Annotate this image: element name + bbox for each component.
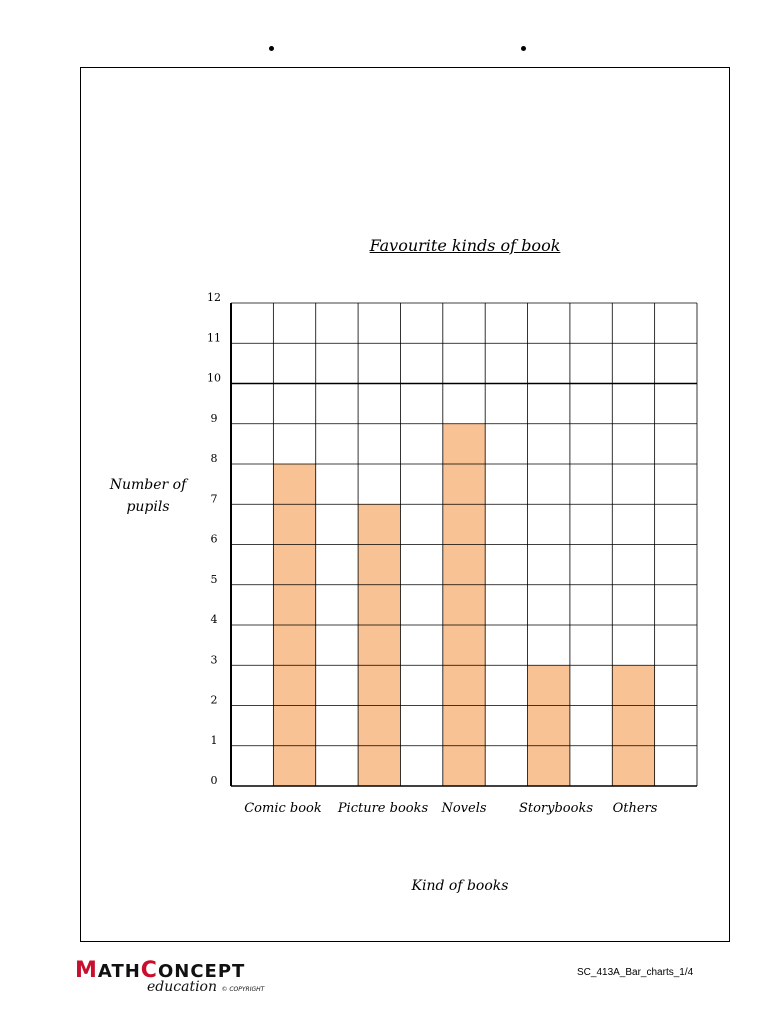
x-tick-label: Storybooks (518, 801, 594, 816)
y-tick-label: 7 (210, 492, 218, 506)
y-tick-label: 1 (210, 733, 218, 747)
x-tick-label: Others (612, 801, 658, 816)
y-tick-label: 4 (210, 613, 218, 626)
y-tick-label: 0 (210, 774, 218, 787)
y-tick-label: 2 (210, 693, 218, 707)
y-tick-label: 11 (207, 331, 221, 345)
y-tick-label: 3 (210, 653, 218, 667)
y-tick-label: 10 (207, 371, 221, 385)
y-tick-label: 5 (210, 572, 218, 586)
chart-title: Favourite kinds of book (369, 236, 561, 255)
bar-storybooks (528, 665, 570, 786)
logo-subtitle: education © COPYRIGHT (147, 979, 265, 995)
x-tick-label: Novels (441, 801, 487, 816)
bar-others (612, 665, 654, 786)
bar-novels (443, 424, 485, 786)
worksheet-code: SC_413A_Bar_charts_1/4 (577, 967, 694, 978)
y-axis-label: Number of pupils (109, 477, 187, 515)
y-tick-label: 12 (207, 291, 221, 304)
x-tick-label: Picture books (337, 801, 429, 816)
x-tick-label: Comic book (244, 801, 322, 816)
y-tick-label: 6 (210, 532, 218, 546)
y-tick-label: 8 (210, 452, 218, 465)
mathconcept-logo (75, 958, 264, 995)
logo-brand: MATHCONCEPT (75, 958, 246, 983)
bar-picture-books (358, 504, 400, 786)
y-tick-label: 9 (210, 411, 218, 425)
x-axis-label: Kind of books (411, 878, 509, 894)
